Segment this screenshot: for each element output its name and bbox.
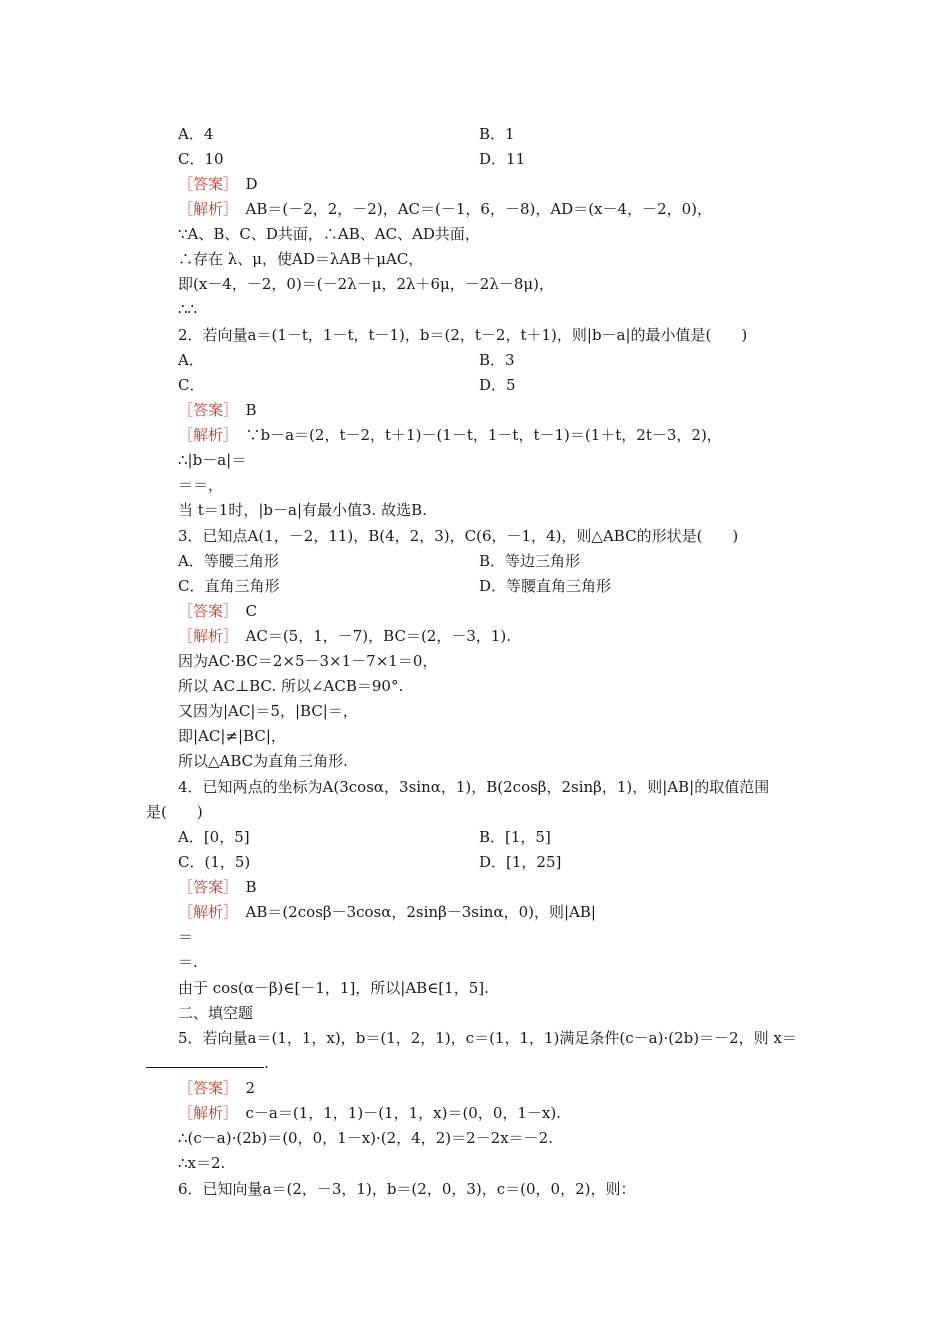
text-line: [178, 224, 480, 244]
text-line: [178, 475, 223, 495]
text-line: [178, 1078, 255, 1098]
line-text: ＝＝，: [178, 476, 224, 494]
answer-tag: ［答案］: [178, 1079, 231, 1097]
line-text: B．3: [479, 351, 515, 369]
text-line: [178, 500, 427, 520]
text-line: [178, 877, 257, 897]
text-line: [178, 425, 722, 445]
line-text: 即|AC|≠|BC|，: [178, 727, 286, 745]
answer-tag: ［解析］: [178, 200, 231, 218]
text-line: [479, 149, 525, 169]
text-line: [178, 400, 257, 420]
answer-tag: ［解析］: [178, 627, 231, 645]
line-text: B: [230, 878, 257, 896]
line-text: AC＝(5，1，－7)，BC＝(2，－3，1).: [230, 627, 512, 645]
text-line: [178, 174, 258, 194]
line-text: A．等腰三角形: [178, 552, 279, 570]
text-line: [178, 726, 286, 746]
line-text: D．等腰直角三角形: [479, 577, 612, 595]
text-line: [479, 124, 515, 144]
line-text: B: [230, 401, 257, 419]
line-text: D．11: [479, 150, 526, 168]
line-text: AB＝(－2，2，－2)，AC＝(－1，6，－8)，AD＝(x－4，－2，0)，: [230, 200, 713, 218]
answer-tag: ［解析］: [178, 1104, 231, 1122]
answer-tag: ［答案］: [178, 175, 231, 193]
line-text: ∴x＝2.: [178, 1154, 226, 1172]
line-text: D．5: [479, 376, 516, 394]
text-line: [479, 576, 611, 596]
text-line: [178, 827, 250, 847]
text-line: [178, 852, 250, 872]
line-text: 2: [230, 1079, 256, 1097]
line-text: ∵b－a＝(2，t－2，t＋1)－(1－t，1－t，t－1)＝(1＋t，2t－3，2)，: [230, 426, 722, 444]
answer-tag: ［答案］: [178, 401, 231, 419]
line-text: A．4: [178, 125, 214, 143]
text-line: [178, 927, 193, 947]
text-line: [178, 199, 712, 219]
line-text: 3．已知点A(1，－2，11)，B(4，2，3)，C(6，－1，4)，则△ABC的形状是( ): [178, 527, 739, 545]
line-text: ＝: [178, 928, 194, 946]
text-line: [178, 551, 279, 571]
text-line: [146, 1053, 269, 1073]
line-text: ∴存在 λ、μ，使AD＝λAB＋μAC，: [178, 250, 424, 268]
fill-blank: [146, 1053, 264, 1068]
line-text: C．10: [178, 150, 224, 168]
text-line: [178, 1128, 553, 1148]
answer-tag: ［解析］: [178, 426, 231, 444]
text-line: [178, 777, 769, 797]
answer-tag: ［答案］: [178, 602, 231, 620]
text-line: [178, 299, 197, 319]
text-line: [178, 601, 257, 621]
text-line: [178, 978, 489, 998]
line-text: 4．已知两点的坐标为A(3cosα，3sinα，1)，B(2cosβ，2sinβ，1)，则|AB|的取值范围: [178, 778, 770, 796]
text-line: [178, 1003, 253, 1023]
text-line: [178, 952, 198, 972]
line-text: 5．若向量a＝(1，1，x)，b＝(1，2，1)，c＝(1，1，1)满足条件(c－a)·(2b)＝－2，则 x＝: [178, 1029, 797, 1047]
line-text: AB＝(2cosβ－3cosα，2sinβ－3sinα，0)，则|AB|: [230, 903, 596, 921]
line-text: 又因为|AC|＝5，|BC|＝，: [178, 702, 358, 720]
line-text: 因为AC·BC＝2×5－3×1－7×1＝0，: [178, 652, 438, 670]
line-text: 当 t＝1时，|b－a|有最小值3. 故选B.: [178, 501, 427, 519]
text-line: [178, 576, 279, 596]
text-line: [178, 149, 224, 169]
text-line: [178, 701, 358, 721]
text-line: [178, 450, 246, 470]
line-text: .: [264, 1054, 269, 1072]
text-line: [146, 802, 203, 822]
text-line: [479, 551, 580, 571]
line-text: D: [230, 175, 258, 193]
text-line: [178, 325, 747, 345]
line-text: B．[1，5]: [479, 828, 551, 846]
text-line: [479, 375, 516, 395]
text-line: [178, 751, 348, 771]
text-line: [178, 375, 204, 395]
line-text: C．(1，5): [178, 853, 251, 871]
line-text: D．[1，25]: [479, 853, 562, 871]
line-text: 由于 cos(α－β)∈[－1，1]，所以|AB∈[1，5].: [178, 979, 489, 997]
line-text: ∵A、B、C、D共面，∴AB、AC、AD共面，: [178, 225, 480, 243]
text-line: [479, 852, 561, 872]
text-line: [178, 651, 437, 671]
line-text: 即(x－4，－2，0)＝(－2λ－μ，2λ＋6μ，－2λ－8μ)，: [178, 275, 554, 293]
line-text: ＝.: [178, 953, 198, 971]
text-line: [178, 249, 423, 269]
line-text: 是( ): [146, 803, 203, 821]
line-text: ∴∴: [178, 300, 198, 318]
line-text: c－a＝(1，1，1)－(1，1，x)＝(0，0，1－x).: [230, 1104, 562, 1122]
text-line: [479, 827, 551, 847]
line-text: C: [230, 602, 257, 620]
line-text: A．[0，5]: [178, 828, 250, 846]
line-text: B．1: [479, 125, 515, 143]
text-line: [178, 526, 738, 546]
answer-tag: ［答案］: [178, 878, 231, 896]
line-text: 6．已知向量a＝(2，－3，1)，b＝(2，0，3)，c＝(0，0，2)，则：: [178, 1180, 636, 1198]
line-text: C．直角三角形: [178, 577, 280, 595]
answer-tag: ［解析］: [178, 903, 231, 921]
line-text: ∴(c－a)·(2b)＝(0，0，1－x)·(2，4，2)＝2－2x＝－2.: [178, 1129, 553, 1147]
line-text: A．: [178, 351, 204, 369]
text-line: [178, 676, 403, 696]
line-text: ∴|b－a|＝: [178, 451, 247, 469]
text-line: [178, 902, 596, 922]
text-line: [479, 350, 515, 370]
text-line: [178, 350, 204, 370]
line-text: 所以 AC⊥BC. 所以∠ACB＝90°.: [178, 677, 404, 695]
line-text: 所以△ABC为直角三角形.: [178, 752, 348, 770]
text-line: [178, 1153, 225, 1173]
line-text: 二、填空题: [178, 1004, 254, 1022]
text-line: [178, 626, 511, 646]
text-line: [178, 274, 554, 294]
text-line: [178, 1179, 636, 1199]
text-line: [178, 1028, 797, 1048]
line-text: B．等边三角形: [479, 552, 581, 570]
text-line: [178, 1103, 561, 1123]
line-text: C．: [178, 376, 205, 394]
text-line: [178, 124, 213, 144]
line-text: 2．若向量a＝(1－t，1－t，t－1)，b＝(2，t－2，t＋1)，则|b－a|的最小值是( ): [178, 326, 748, 344]
